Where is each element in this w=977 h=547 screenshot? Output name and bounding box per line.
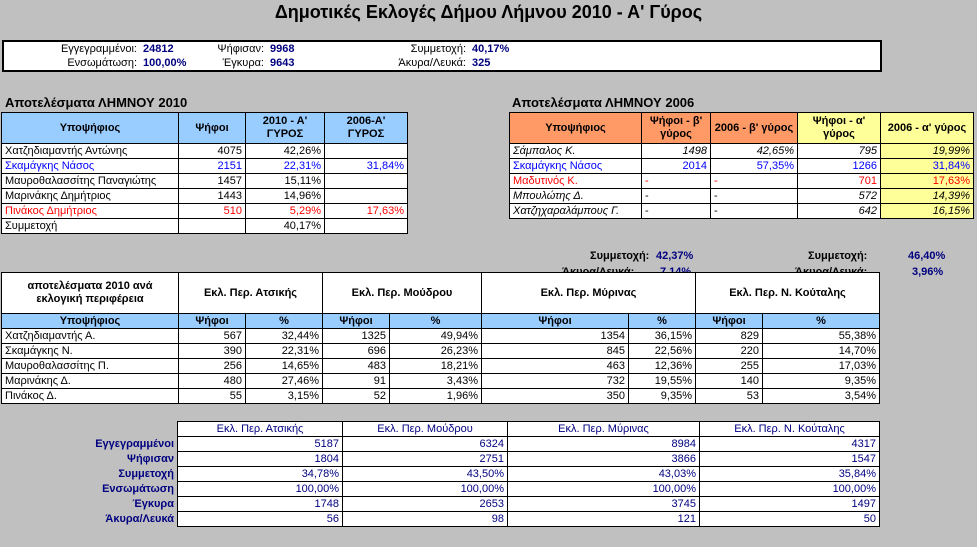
cell: 4317 <box>700 437 880 452</box>
cell: 220 <box>696 344 763 359</box>
votes-cell: 510 <box>179 204 246 219</box>
votes-b-cell: - <box>642 204 711 219</box>
pct-a-cell: 17,63% <box>881 174 974 189</box>
cell: 100,00% <box>700 482 880 497</box>
cell: 56 <box>178 512 343 527</box>
table-row <box>2 329 880 344</box>
table-row <box>1 437 880 452</box>
stats-header-myrina: Εκλ. Περ. Μύρινας <box>508 422 700 437</box>
sub-pct: % <box>390 314 482 329</box>
pct-2010-cell: 40,17% <box>246 219 325 234</box>
votes-cell: 1457 <box>179 174 246 189</box>
candidate-name: Χατζηδιαμαντής Α. <box>2 329 179 344</box>
cell: 3745 <box>508 497 700 512</box>
cell: 26,23% <box>390 344 482 359</box>
votes-cell: 2151 <box>179 159 246 174</box>
votes-b-cell: 2014 <box>642 159 711 174</box>
votes-cell: 4075 <box>179 144 246 159</box>
cell: 5187 <box>178 437 343 452</box>
row-label: Εγγεγραμμένοι <box>95 437 174 450</box>
candidate-name: Σκαμάγκης Νάσος <box>2 159 179 174</box>
table-row <box>2 374 880 389</box>
results-2010-table <box>1 112 408 234</box>
sub-votes: Ψήφοι <box>482 314 629 329</box>
sub-pct: % <box>763 314 880 329</box>
candidate-name: Σκαμάγκης Νάσος <box>510 159 642 174</box>
cell: 49,94% <box>390 329 482 344</box>
cell: 100,00% <box>343 482 508 497</box>
pct-a-cell: 31,84% <box>881 159 974 174</box>
votes-a-cell: 642 <box>798 204 881 219</box>
table-row <box>1 467 880 482</box>
sub-candidate: Υποψήφιος <box>2 314 179 329</box>
stats-header-atsiki: Εκλ. Περ. Ατσικής <box>178 422 343 437</box>
cell: 12,36% <box>629 359 696 374</box>
cell: 35,84% <box>700 467 880 482</box>
table-row <box>510 159 974 174</box>
cell: 36,15% <box>629 329 696 344</box>
district-header-myrina: Εκλ. Περ. Μύρινας <box>482 273 696 314</box>
cell: 55 <box>179 389 246 404</box>
candidate-name: Σάμπαλος Κ. <box>510 144 642 159</box>
cell: 1354 <box>482 329 629 344</box>
participation-value: 40,17% <box>472 42 510 55</box>
valid-value: 9643 <box>270 56 295 69</box>
voted-value: 9968 <box>270 42 295 55</box>
results-2010-title: Αποτελέσματα ΛΗΜΝΟΥ 2010 <box>5 95 188 110</box>
page-title: Δημοτικές Εκλογές Δήμου Λήμνου 2010 - Α' Γύρος <box>274 2 703 22</box>
candidate-name: Μπουλώτης Δ. <box>510 189 642 204</box>
table-row <box>2 204 408 219</box>
sub-pct: % <box>629 314 696 329</box>
a-participation-label: Συμμετοχή: <box>808 250 868 262</box>
cell: 19,55% <box>629 374 696 389</box>
candidate-name: Πινάκος Δ. <box>2 389 179 404</box>
cell: 3,15% <box>246 389 323 404</box>
cell: 22,31% <box>246 344 323 359</box>
cell: 140 <box>696 374 763 389</box>
participation-label: Συμμετοχή: <box>410 42 466 55</box>
district-header-koutali: Εκλ. Περ. Ν. Κούταλης <box>696 273 880 314</box>
col-votes-a: Ψήφοι - α' γύρος <box>798 113 881 144</box>
invalid-label: Άκυρα/Λευκά: <box>398 56 466 69</box>
pct-2010-cell: 42,26% <box>246 144 325 159</box>
votes-b-cell: - <box>642 174 711 189</box>
results-2006-title: Αποτελέσματα ΛΗΜΝΟΥ 2006 <box>512 95 695 110</box>
cell: 2653 <box>343 497 508 512</box>
cell: 256 <box>179 359 246 374</box>
cell: 3866 <box>508 452 700 467</box>
pct-a-cell: 14,39% <box>881 189 974 204</box>
candidate-name: Μαρινάκης Δημήτριος <box>2 189 179 204</box>
stats-header-koutali: Εκλ. Περ. Ν. Κούταλης <box>700 422 880 437</box>
candidate-name: Χατζηχαραλάμπους Γ. <box>510 204 642 219</box>
cell: 9,35% <box>763 374 880 389</box>
pct-2006-cell: 31,84% <box>325 159 408 174</box>
pct-2006-cell: 17,63% <box>325 204 408 219</box>
cell: 1547 <box>700 452 880 467</box>
results-2006-table <box>509 112 974 219</box>
pct-2010-cell: 5,29% <box>246 204 325 219</box>
cell: 100,00% <box>178 482 343 497</box>
summary-table <box>2 40 882 72</box>
votes-b-cell: - <box>642 189 711 204</box>
b-participation-label: Συμμετοχή: <box>590 250 650 262</box>
cell: 845 <box>482 344 629 359</box>
candidate-name: Μαυροθαλασσίτης Παναγιώτης <box>2 174 179 189</box>
col-candidate: Υποψήφιος <box>510 113 642 144</box>
cell: 8984 <box>508 437 700 452</box>
table-row <box>510 204 974 219</box>
sub-pct: % <box>246 314 323 329</box>
cell: 1,96% <box>390 389 482 404</box>
pct-b-cell: 42,65% <box>711 144 798 159</box>
table-row <box>510 189 974 204</box>
candidate-name: Μαδυτινός Κ. <box>510 174 642 189</box>
cell: 9,35% <box>629 389 696 404</box>
table-row <box>1 512 880 527</box>
invalid-value: 325 <box>472 56 491 69</box>
votes-cell <box>179 219 246 234</box>
table-row <box>1 452 880 467</box>
incorporation-label: Ενσωμάτωση: <box>67 56 137 69</box>
pct-b-cell: - <box>711 174 798 189</box>
cell: 18,21% <box>390 359 482 374</box>
stats-corner <box>1 422 178 437</box>
table-row <box>2 344 880 359</box>
pct-2006-cell <box>325 189 408 204</box>
cell: 6324 <box>343 437 508 452</box>
table-row <box>2 359 880 374</box>
pct-b-cell: 57,35% <box>711 159 798 174</box>
candidate-name: Πινάκος Δημήτριος <box>2 204 179 219</box>
cell: 121 <box>508 512 700 527</box>
table-row <box>1 497 880 512</box>
cell: 463 <box>482 359 629 374</box>
district-corner-label: αποτελέσματα 2010 ανά εκλογική περιφέρεια <box>2 273 179 314</box>
candidate-name: Χατζηδιαμαντής Αντώνης <box>2 144 179 159</box>
cell: 1497 <box>700 497 880 512</box>
pct-b-cell: - <box>711 189 798 204</box>
table-row <box>2 189 408 204</box>
cell: 3,54% <box>763 389 880 404</box>
cell: 32,44% <box>246 329 323 344</box>
cell: 55,38% <box>763 329 880 344</box>
cell: 98 <box>343 512 508 527</box>
cell: 567 <box>179 329 246 344</box>
pct-2006-cell <box>325 174 408 189</box>
cell: 255 <box>696 359 763 374</box>
row-label: Άκυρα/Λευκά <box>105 512 174 525</box>
table-row <box>2 174 408 189</box>
cell: 480 <box>179 374 246 389</box>
cell: 53 <box>696 389 763 404</box>
cell: 43,50% <box>343 467 508 482</box>
row-label: Ενσωμάτωση <box>102 482 174 495</box>
table-row <box>2 159 408 174</box>
col-2006: 2006-Α' ΓΥΡΟΣ <box>325 113 408 144</box>
row-label: Ψήφισαν <box>127 452 174 465</box>
cell: 34,78% <box>178 467 343 482</box>
table-row <box>1 482 880 497</box>
candidate-name: Μαρινάκης Δ. <box>2 374 179 389</box>
sub-votes: Ψήφοι <box>179 314 246 329</box>
votes-a-cell: 795 <box>798 144 881 159</box>
pct-2010-cell: 15,11% <box>246 174 325 189</box>
cell: 1748 <box>178 497 343 512</box>
a-participation-value: 46,40% <box>908 250 946 262</box>
candidate-name: Συμμετοχή <box>2 219 179 234</box>
a-invalid-value: 3,96% <box>912 266 944 278</box>
district-stats-table <box>1 421 880 527</box>
sub-votes: Ψήφοι <box>323 314 390 329</box>
col-candidate: Υποψήφιος <box>2 113 179 144</box>
cell: 22,56% <box>629 344 696 359</box>
district-header-moudros: Εκλ. Περ. Μούδρου <box>323 273 482 314</box>
cell: 27,46% <box>246 374 323 389</box>
pct-a-cell: 19,99% <box>881 144 974 159</box>
cell: 17,03% <box>763 359 880 374</box>
stats-header-moudros: Εκλ. Περ. Μούδρου <box>343 422 508 437</box>
cell: 14,70% <box>763 344 880 359</box>
cell: 350 <box>482 389 629 404</box>
votes-a-cell: 701 <box>798 174 881 189</box>
registered-label: Εγγεγραμμένοι: <box>60 42 137 55</box>
col-2010: 2010 - Α' ΓΥΡΟΣ <box>246 113 325 144</box>
votes-a-cell: 1266 <box>798 159 881 174</box>
pct-2010-cell: 22,31% <box>246 159 325 174</box>
b-participation-value: 42,37% <box>656 250 694 262</box>
col-votes-b: Ψήφοι - β' γύρος <box>642 113 711 144</box>
row-label: Έγκυρα <box>132 497 174 510</box>
row-label: Συμμετοχή <box>118 467 174 480</box>
sub-votes: Ψήφοι <box>696 314 763 329</box>
incorporation-value: 100,00% <box>143 56 187 69</box>
cell: 2751 <box>343 452 508 467</box>
col-votes: Ψήφοι <box>179 113 246 144</box>
cell: 3,43% <box>390 374 482 389</box>
table-row <box>2 144 408 159</box>
cell: 696 <box>323 344 390 359</box>
pct-2010-cell: 14,96% <box>246 189 325 204</box>
votes-b-cell: 1498 <box>642 144 711 159</box>
cell: 732 <box>482 374 629 389</box>
cell: 91 <box>323 374 390 389</box>
cell: 100,00% <box>508 482 700 497</box>
cell: 1804 <box>178 452 343 467</box>
pct-a-cell: 16,15% <box>881 204 974 219</box>
voted-label: Ψήφισαν: <box>217 42 264 55</box>
cell: 43,03% <box>508 467 700 482</box>
table-row <box>2 219 408 234</box>
col-pct-b: 2006 - β' γύρος <box>711 113 798 144</box>
table-row <box>510 174 974 189</box>
col-pct-a: 2006 - α' γύρος <box>881 113 974 144</box>
cell: 50 <box>700 512 880 527</box>
cell: 1325 <box>323 329 390 344</box>
votes-cell: 1443 <box>179 189 246 204</box>
cell: 14,65% <box>246 359 323 374</box>
district-header-atsiki: Εκλ. Περ. Ατσικής <box>179 273 323 314</box>
registered-value: 24812 <box>143 42 174 55</box>
cell: 829 <box>696 329 763 344</box>
table-row <box>510 144 974 159</box>
votes-a-cell: 572 <box>798 189 881 204</box>
cell: 390 <box>179 344 246 359</box>
valid-label: Έγκυρα: <box>222 56 264 69</box>
pct-b-cell: - <box>711 204 798 219</box>
pct-2006-cell <box>325 144 408 159</box>
candidate-name: Σκαμάγκης Ν. <box>2 344 179 359</box>
pct-2006-cell <box>325 219 408 234</box>
candidate-name: Μαυροθαλασσίτης Π. <box>2 359 179 374</box>
district-results-table <box>1 272 880 404</box>
table-row <box>2 389 880 404</box>
cell: 483 <box>323 359 390 374</box>
cell: 52 <box>323 389 390 404</box>
